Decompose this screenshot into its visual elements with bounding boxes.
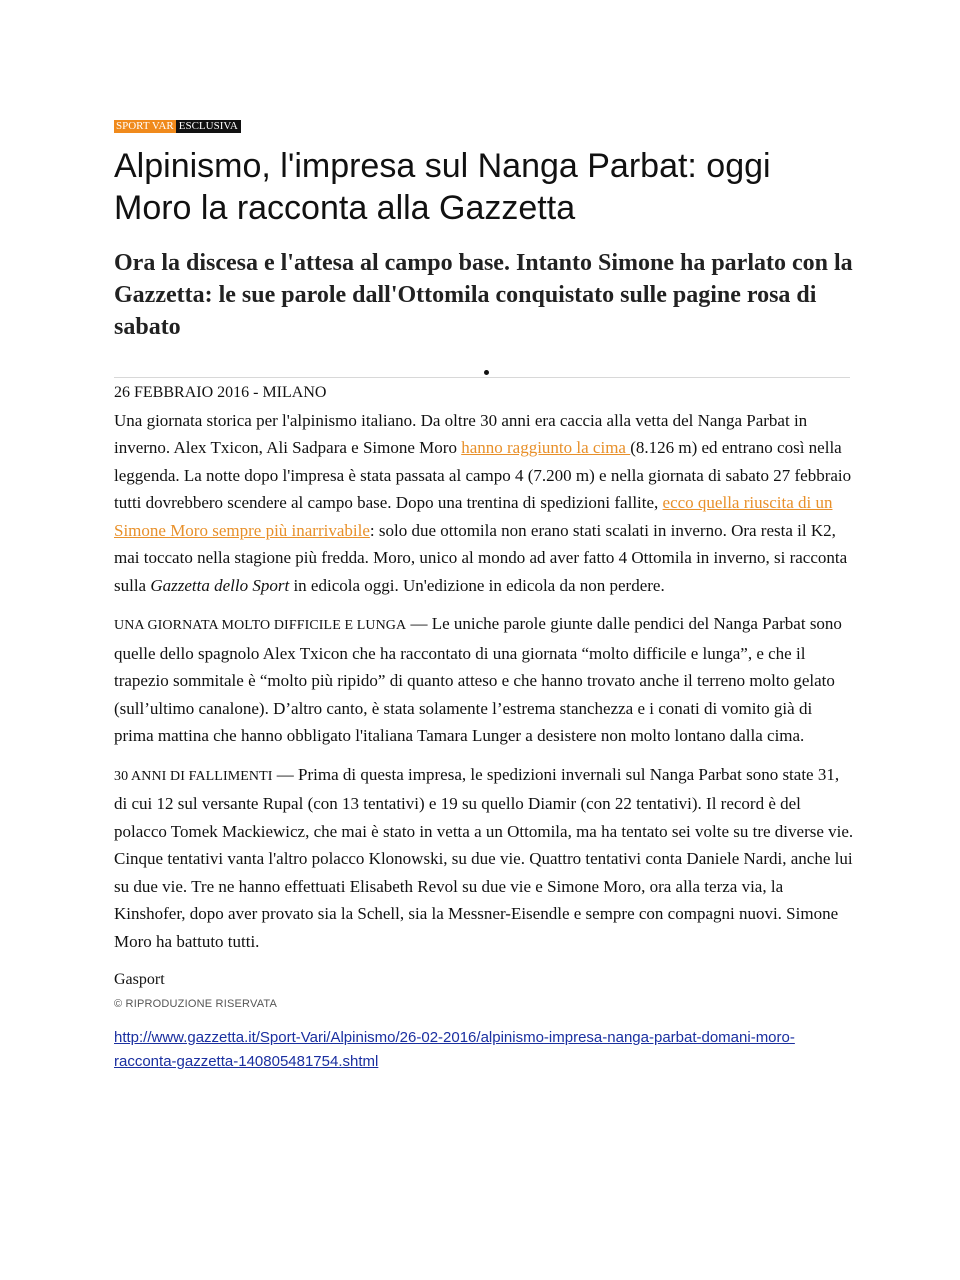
paragraph-text: in edicola oggi. Un'edizione in edicola da non perdere. bbox=[289, 575, 665, 595]
source-link[interactable]: http://www.gazzetta.it/Sport-Vari/Alpinismo/26-02-2016/alpinismo-impresa-nanga-parbat-domani-moro-racconta-gazzetta-140805481754.shtml bbox=[114, 1028, 795, 1070]
section-tag[interactable]: SPORT VAR bbox=[116, 120, 174, 132]
paragraph-2 bbox=[114, 610, 854, 750]
paragraph-text: Prima di questa impresa, le spedizioni invernali sul Nanga Parbat sono state 31, di cui 12 sul versante Rupal (con 13 tentativi) e 19 su quello Diamir (con 22 tentativi). Il record è del polacco Tomek Mackiewicz, che mai è stato in vetta a un Ottomila, ma ha tentato sei volte su tre diverse vie. Cinque tentativi vanta l'altro polacco Klonowski, su due vie. Quattro tentativi conta Daniele Nardi, anche lui su due vie. Tre ne hanno effettuati Elisabeth Revol su due vie e Simone Moro, ora alla terza via, la Kinshofer, dopo aver provato sia la Schell, sia la Messner-Eisendle e sempre con compagni nuovi. Simone Moro ha battuto tutti. bbox=[114, 764, 854, 951]
copyright-notice: © RIPRODUZIONE RISERVATA bbox=[114, 997, 278, 1010]
summit-link[interactable]: hanno raggiunto la cima bbox=[461, 438, 631, 457]
section-heading: 30 ANNI DI FALLIMENTI bbox=[114, 768, 273, 784]
expedition-link[interactable]: ecco quella riuscita di un Simone Moro sempre più inarrivabile bbox=[114, 493, 833, 540]
heading-dash: — bbox=[406, 614, 432, 633]
divider bbox=[114, 377, 850, 378]
article bbox=[114, 120, 854, 1074]
heading-dash: — bbox=[272, 764, 299, 784]
newspaper-name: Gazzetta dello Sport bbox=[150, 575, 290, 595]
paragraph-text: (8.126 m) ed entrano così nella leggenda. La notte dopo l'impresa è stata passata al campo 4 (7.200 m) e nella giornata di sabato 27 febbraio tutti dovrebbero scendere al campo base. Dopo una trentina di spedizioni fallite, bbox=[114, 438, 852, 512]
article-subtitle: Ora la discesa e l'attesa al campo base. Intanto Simone ha parlato con la Gazzetta: le sue parole dall'Ottomila conquistato sulle pagine rosa di sabato bbox=[114, 250, 853, 340]
paragraph-1 bbox=[114, 407, 854, 600]
paragraph-text: Le uniche parole giunte dalle pendici del Nanga Parbat sono quelle dello spagnolo Alex Txicon che ha raccontato di una giornata “molto difficile e lunga”, e che il trapezio sommitale è “molto più ripido” di quanto atteso e che hanno trovato anche il terreno molto gelato (sull’ultimo canalone). D’altro canto, è stata solamente l’estrema stanchezza e i conati di vomito già di prima mattina che hanno obbligato l'italiana Tamara Lunger a desistere non molto lontano dalla cima. bbox=[114, 614, 842, 745]
article-tags bbox=[114, 120, 854, 133]
divider-dot bbox=[484, 370, 489, 375]
article-body bbox=[114, 379, 854, 994]
source-url bbox=[114, 1026, 854, 1074]
article-headline: Alpinismo, l'impresa sul Nanga Parbat: oggi Moro la racconta alla Gazzetta bbox=[114, 147, 771, 227]
author: Gasport bbox=[114, 971, 165, 988]
paragraph-text: : solo due ottomila non erano stati scalati in inverno. Ora resta il K2, mai toccato nella stagione più fredda. Moro, unico al mondo ad aver fatto 4 Ottomila in inverno, si racconta sulla bbox=[114, 520, 848, 595]
paragraph-text: Una giornata storica per l'alpinismo italiano. Da oltre 30 anni era caccia alla vetta del Nanga Parbat in inverno. Alex Txicon, Ali Sadpara e Simone Moro bbox=[114, 410, 808, 457]
paragraph-3 bbox=[114, 761, 854, 956]
section-heading: UNA GIORNATA MOLTO DIFFICILE E LUNGA bbox=[114, 618, 407, 633]
exclusive-tag: ESCLUSIVA bbox=[176, 120, 241, 133]
dateline: 26 FEBBRAIO 2016 - MILANO bbox=[114, 384, 327, 401]
